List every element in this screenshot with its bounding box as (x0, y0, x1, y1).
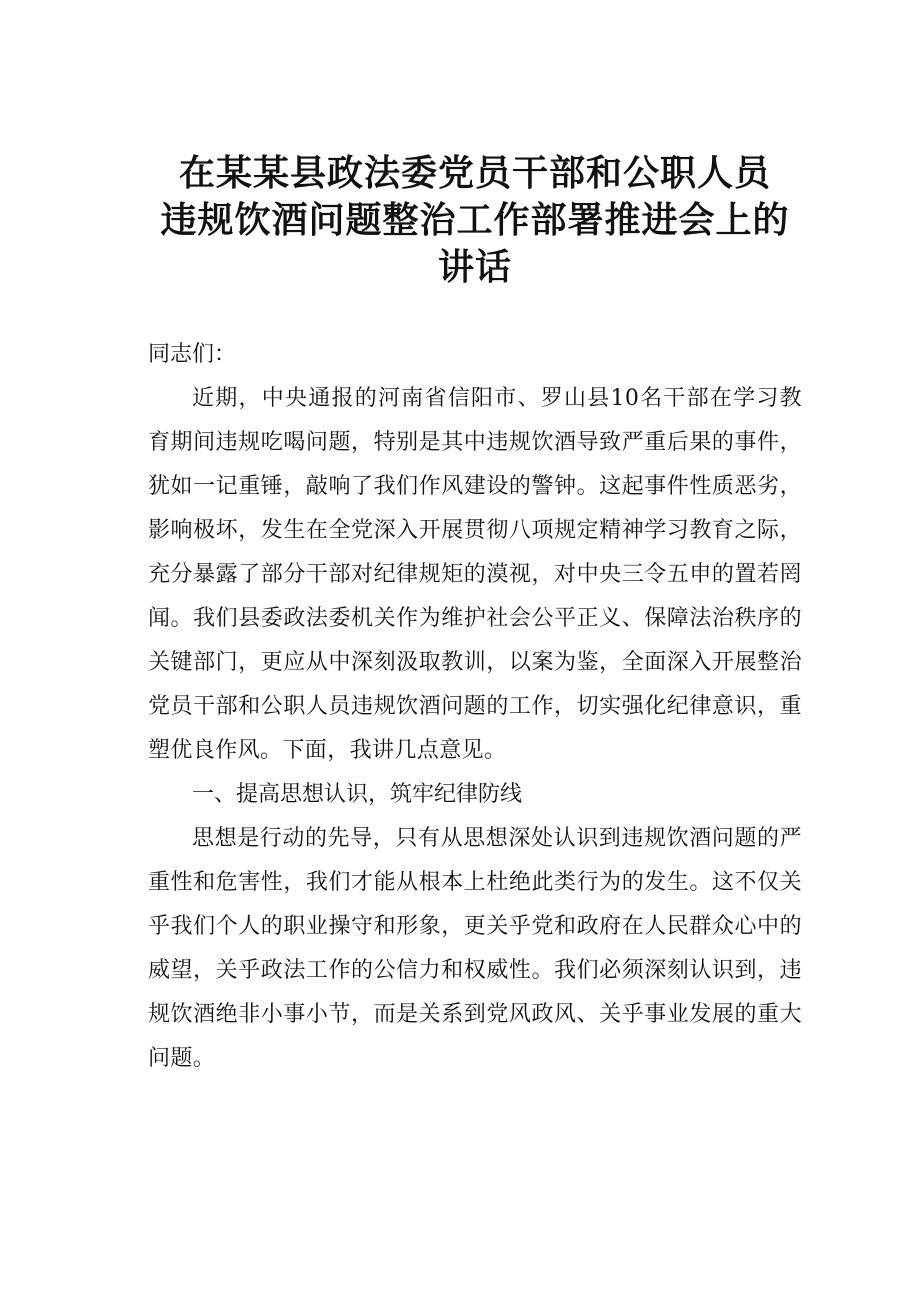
intro-paragraph: 近期，中央通报的河南省信阳市、罗山县10名干部在学习教育期间违规吃喝问题，特别是其中违规饮酒导致严重后果的事件，犹如一记重锤，敲响了我们作风建设的警钟。这起事件性质恶劣，影响极坏，发生在全党深入开展贯彻八项规定精神学习教育之际，充分暴露了部分干部对纪律规矩的漠视，对中央三令五申的置若罔闻。我们县委政法委机关作为维护社会公平正义、保障法治秩序的关键部门，更应从中深刻汲取教训，以案为鉴，全面深入开展整治党员干部和公职人员违规饮酒问题的工作，切实强化纪律意识，重塑优良作风。下面，我讲几点意见。 (148, 386, 802, 763)
title-line-1: 在某某县政法委党员干部和公职人员 (178, 152, 771, 194)
title-line-2: 违规饮酒问题整治工作部署推进会上的 (160, 199, 790, 241)
salutation: 同志们： (148, 342, 237, 367)
document-page (148, 150, 802, 1081)
section-heading: 一、提高思想认识，筑牢纪律防线 (192, 782, 523, 807)
title-line-3: 讲话 (437, 246, 512, 288)
document-title (148, 150, 802, 291)
section-paragraph: 思想是行动的先导，只有从思想深处认识到违规饮酒问题的严重性和危害性，我们才能从根本上杜绝此类行为的发生。这不仅关乎我们个人的职业操守和形象，更关乎党和政府在人民群众心中的威望，关乎政法工作的公信力和权威性。我们必须深刻认识到，违规饮酒绝非小事小节，而是关系到党风政风、关乎事业发展的重大问题。 (148, 826, 802, 1071)
